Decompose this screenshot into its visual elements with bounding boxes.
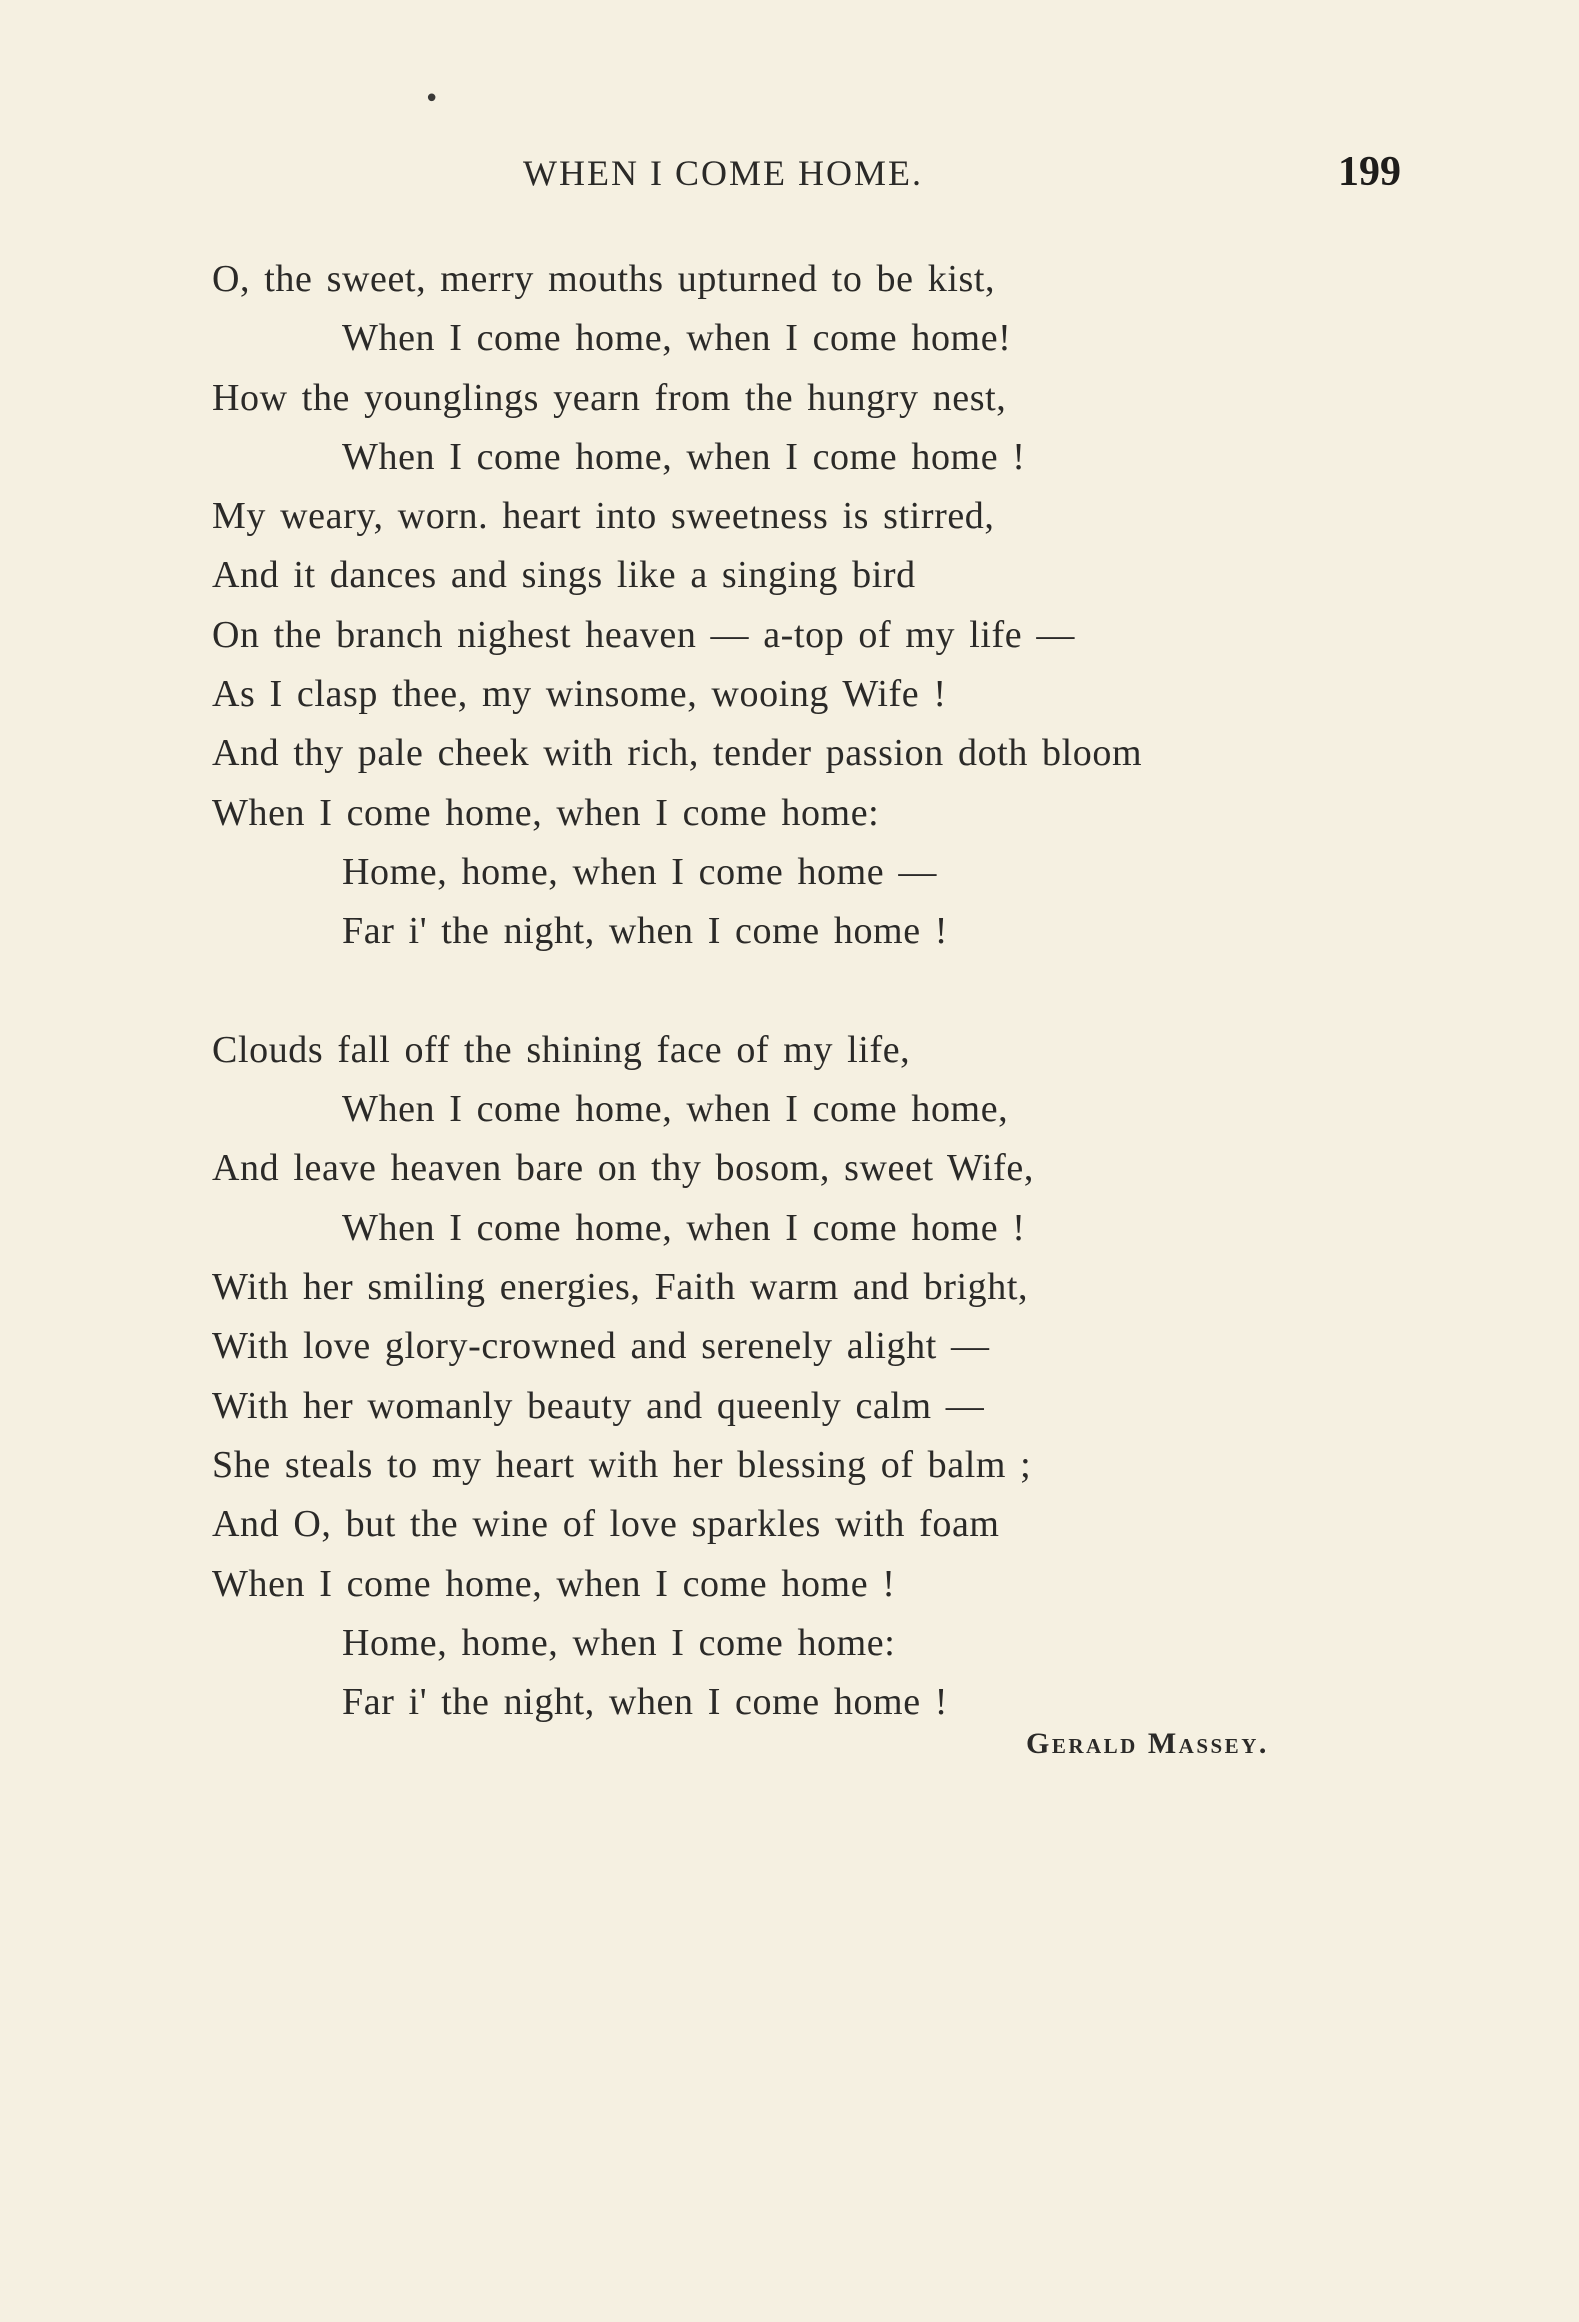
poem-line: And thy pale cheek with rich, tender passion doth bloom: [212, 732, 1143, 775]
poem-line: When I come home, when I come home,: [342, 1088, 1009, 1131]
poem-line: Clouds fall off the shining face of my life,: [212, 1028, 911, 1071]
poem-line: And O, but the wine of love sparkles with foam: [212, 1503, 1000, 1546]
poem-line: O, the sweet, merry mouths upturned to be kist,: [212, 258, 996, 300]
poem-line: As I clasp thee, my winsome, wooing Wife !: [212, 673, 947, 716]
poem-line: Far i' the night, when I come home !: [342, 910, 949, 953]
poem-line: And leave heaven bare on thy bosom, sweet Wife,: [212, 1147, 1034, 1190]
author-attribution: Gerald Massey.: [1026, 1727, 1269, 1760]
stanza-1: [212, 250, 1362, 962]
poem-line: And it dances and sings like a singing bird: [212, 554, 916, 597]
poem-line: With love glory-crowned and serenely alight —: [212, 1325, 990, 1368]
poem-line: When I come home, when I come home !: [342, 435, 1026, 478]
running-title: WHEN I COME HOME.: [523, 153, 923, 193]
stanza-2: [212, 1021, 1362, 1733]
poem-line: When I come home, when I come home !: [212, 1562, 896, 1605]
poem-line: Home, home, when I come home —: [342, 850, 937, 893]
poem-line: How the younglings yearn from the hungry nest,: [212, 376, 1007, 419]
running-head: [0, 149, 1579, 212]
poem-line: When I come home, when I come home:: [212, 791, 880, 834]
poem-line: My weary, worn. heart into sweetness is stirred,: [212, 495, 995, 538]
poem-line: She steals to my heart with her blessing of balm ;: [212, 1443, 1032, 1486]
poem-line: With her smiling energies, Faith warm and bright,: [212, 1266, 1029, 1309]
poem-line: Far i' the night, when I come home !: [342, 1681, 949, 1724]
printer-mark: •: [424, 84, 440, 114]
poem-line: With her womanly beauty and queenly calm —: [212, 1384, 985, 1427]
poem-body: [212, 250, 1362, 1732]
poem-line: When I come home, when I come home !: [342, 1206, 1026, 1249]
poem-line: Home, home, when I come home:: [342, 1621, 896, 1664]
page-number: 199: [1338, 149, 1401, 195]
poem-line: On the branch nighest heaven — a-top of my life —: [212, 613, 1075, 656]
poem-line: When I come home, when I come home!: [342, 317, 1012, 360]
